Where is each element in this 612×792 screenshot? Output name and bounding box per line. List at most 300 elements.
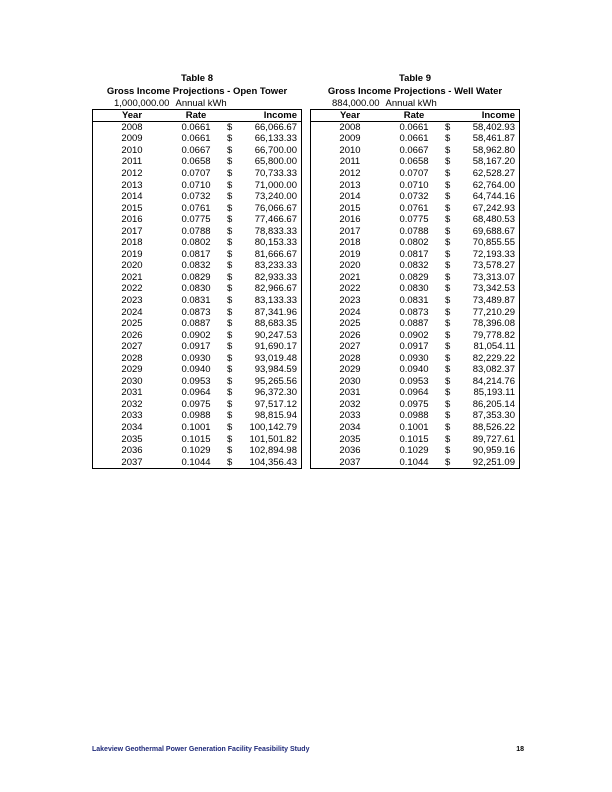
cell-income: 62,528.27 — [459, 168, 520, 180]
cell-year: 2024 — [311, 307, 390, 319]
cell-rate: 0.0761 — [399, 202, 429, 214]
annual-kwh-unit: Annual kWh — [175, 98, 227, 109]
cell-year: 2026 — [93, 330, 172, 342]
table-row — [311, 191, 520, 203]
cell-rate: 0.0832 — [399, 260, 429, 272]
cell-dollar-sign: $ — [445, 329, 451, 341]
table-row — [311, 145, 520, 157]
cell-rate: 0.0829 — [399, 271, 429, 283]
cell-income: 88,526.22 — [459, 422, 520, 434]
cell-year: 2021 — [311, 272, 390, 284]
footer-title: Lakeview Geothermal Power Generation Facility Feasibility Study — [92, 746, 310, 753]
annual-kwh-line — [92, 98, 302, 109]
table-row — [93, 180, 302, 192]
cell-income: 79,778.82 — [459, 330, 520, 342]
cell-year: 2022 — [311, 284, 390, 296]
cell-income: 77,466.67 — [241, 214, 302, 226]
cell-rate: 0.0707 — [181, 167, 211, 179]
table-row — [93, 272, 302, 284]
cell-rate: 0.0964 — [399, 387, 429, 399]
table-row — [93, 376, 302, 388]
table-row — [311, 284, 520, 296]
cell-rate: 0.0975 — [399, 398, 429, 410]
cell-year: 2019 — [311, 249, 390, 261]
cell-year: 2022 — [93, 284, 172, 296]
table-row — [93, 434, 302, 446]
table-row — [93, 237, 302, 249]
cell-year: 2015 — [311, 203, 390, 215]
cell-rate: 0.1044 — [389, 457, 439, 469]
cell-rate: 0.1029 — [181, 445, 211, 457]
cell-income: 87,341.96 — [241, 307, 302, 319]
cell-rate: 0.0831 — [181, 294, 211, 306]
table-row — [311, 422, 520, 434]
cell-dollar-sign: $ — [445, 387, 451, 399]
header-income: Income — [241, 110, 302, 122]
table-row — [93, 457, 302, 469]
cell-rate: 0.0917 — [181, 341, 211, 353]
header-dollar — [221, 110, 241, 122]
cell-income: 87,353.30 — [459, 411, 520, 423]
cell-year: 2027 — [93, 341, 172, 353]
cell-year: 2036 — [311, 445, 390, 457]
cell-year: 2023 — [93, 295, 172, 307]
table-row — [93, 399, 302, 411]
header-rate: Rate — [389, 110, 439, 122]
cell-dollar-sign: $ — [221, 457, 241, 469]
cell-dollar-sign: $ — [227, 445, 233, 457]
cell-dollar-sign: $ — [445, 318, 451, 330]
cell-dollar-sign: $ — [227, 202, 233, 214]
cell-dollar-sign: $ — [445, 121, 451, 133]
table-body — [93, 122, 302, 469]
cell-year: 2023 — [311, 295, 390, 307]
cell-dollar-sign: $ — [445, 260, 451, 272]
cell-rate: 0.1015 — [399, 433, 429, 445]
table-row — [311, 272, 520, 284]
cell-income: 73,578.27 — [459, 261, 520, 273]
cell-dollar-sign: $ — [445, 214, 451, 226]
table-row — [311, 445, 520, 457]
cell-year: 2029 — [93, 364, 172, 376]
cell-rate: 0.0832 — [181, 260, 211, 272]
cell-year: 2028 — [311, 353, 390, 365]
cell-rate: 0.0788 — [399, 225, 429, 237]
cell-year: 2021 — [93, 272, 172, 284]
cell-income: 58,461.87 — [459, 134, 520, 146]
cell-rate: 0.1044 — [171, 457, 221, 469]
cell-income: 67,242.93 — [459, 203, 520, 215]
cell-dollar-sign: $ — [227, 225, 233, 237]
table-number-label: Table 9 — [398, 73, 432, 84]
cell-dollar-sign: $ — [445, 144, 451, 156]
cell-rate: 0.0661 — [181, 121, 211, 133]
income-table — [92, 109, 302, 469]
cell-year: 2036 — [93, 445, 172, 457]
cell-dollar-sign: $ — [445, 237, 451, 249]
cell-year: 2030 — [93, 376, 172, 388]
cell-income: 66,133.33 — [241, 134, 302, 146]
cell-rate: 0.0988 — [181, 410, 211, 422]
cell-income: 98,815.94 — [241, 411, 302, 423]
table-row — [311, 157, 520, 169]
cell-rate: 0.0667 — [181, 144, 211, 156]
cell-year: 2017 — [311, 226, 390, 238]
table-row — [311, 214, 520, 226]
table-row — [93, 168, 302, 180]
cell-year: 2019 — [93, 249, 172, 261]
cell-income: 65,800.00 — [241, 157, 302, 169]
annual-kwh-unit: Annual kWh — [385, 98, 437, 109]
cell-income: 58,962.80 — [459, 145, 520, 157]
cell-year: 2013 — [93, 180, 172, 192]
cell-rate: 0.0917 — [399, 341, 429, 353]
annual-kwh-value: 884,000.00 — [332, 98, 380, 109]
cell-dollar-sign: $ — [445, 433, 451, 445]
cell-income: 86,205.14 — [459, 399, 520, 411]
cell-dollar-sign: $ — [227, 248, 233, 260]
table-row — [93, 203, 302, 215]
cell-dollar-sign: $ — [445, 341, 451, 353]
cell-income: 78,396.08 — [459, 318, 520, 330]
cell-rate: 0.0873 — [399, 306, 429, 318]
cell-income: 91,690.17 — [241, 341, 302, 353]
cell-income: 104,356.43 — [241, 457, 302, 469]
table-row — [311, 388, 520, 400]
cell-dollar-sign: $ — [445, 225, 451, 237]
cell-income: 81,666.67 — [241, 249, 302, 261]
cell-rate: 0.0902 — [181, 329, 211, 341]
cell-dollar-sign: $ — [227, 433, 233, 445]
cell-dollar-sign: $ — [227, 214, 233, 226]
cell-dollar-sign: $ — [227, 318, 233, 330]
cell-dollar-sign: $ — [445, 410, 451, 422]
cell-rate: 0.0817 — [181, 248, 211, 260]
cell-dollar-sign: $ — [439, 457, 459, 469]
cell-income: 101,501.82 — [241, 434, 302, 446]
table-row — [311, 434, 520, 446]
cell-rate: 0.0953 — [399, 375, 429, 387]
page-footer — [92, 746, 524, 753]
cell-rate: 0.0873 — [181, 306, 211, 318]
cell-year: 2015 — [93, 203, 172, 215]
cell-income: 58,402.93 — [459, 122, 520, 134]
cell-dollar-sign: $ — [445, 179, 451, 191]
cell-dollar-sign: $ — [227, 410, 233, 422]
cell-year: 2033 — [93, 411, 172, 423]
table-row — [311, 457, 520, 469]
cell-dollar-sign: $ — [227, 387, 233, 399]
cell-income: 82,966.67 — [241, 284, 302, 296]
cell-rate: 0.0710 — [181, 179, 211, 191]
table-row — [93, 388, 302, 400]
cell-rate: 0.0887 — [181, 318, 211, 330]
cell-income: 90,247.53 — [241, 330, 302, 342]
table-row — [93, 330, 302, 342]
cell-rate: 0.0667 — [399, 144, 429, 156]
cell-income: 70,733.33 — [241, 168, 302, 180]
cell-income: 97,517.12 — [241, 399, 302, 411]
cell-year: 2016 — [311, 214, 390, 226]
table-row — [311, 376, 520, 388]
cell-dollar-sign: $ — [445, 202, 451, 214]
cell-income: 82,933.33 — [241, 272, 302, 284]
cell-year: 2024 — [93, 307, 172, 319]
cell-year: 2008 — [93, 122, 172, 134]
cell-rate: 0.0802 — [181, 237, 211, 249]
table-row — [311, 295, 520, 307]
cell-rate: 0.0964 — [181, 387, 211, 399]
cell-year: 2032 — [93, 399, 172, 411]
cell-income: 76,066.67 — [241, 203, 302, 215]
cell-year: 2033 — [311, 411, 390, 423]
cell-year: 2010 — [93, 145, 172, 157]
cell-income: 73,342.53 — [459, 284, 520, 296]
table-row — [311, 341, 520, 353]
cell-rate: 0.0940 — [399, 364, 429, 376]
table-row — [93, 261, 302, 273]
table-8-block — [92, 72, 302, 469]
cell-dollar-sign: $ — [445, 133, 451, 145]
cell-dollar-sign: $ — [227, 191, 233, 203]
cell-rate: 0.0788 — [181, 225, 211, 237]
cell-rate: 0.0761 — [181, 202, 211, 214]
cell-rate: 0.0661 — [399, 121, 429, 133]
cell-income: 68,480.53 — [459, 214, 520, 226]
cell-dollar-sign: $ — [445, 294, 451, 306]
cell-year: 2028 — [93, 353, 172, 365]
cell-income: 83,133.33 — [241, 295, 302, 307]
cell-income: 73,313.07 — [459, 272, 520, 284]
cell-rate: 0.1029 — [399, 445, 429, 457]
table-row — [93, 145, 302, 157]
cell-dollar-sign: $ — [227, 167, 233, 179]
cell-rate: 0.0830 — [399, 283, 429, 295]
cell-dollar-sign: $ — [445, 445, 451, 457]
table-row — [311, 411, 520, 423]
cell-rate: 0.0940 — [181, 364, 211, 376]
cell-dollar-sign: $ — [227, 341, 233, 353]
cell-dollar-sign: $ — [227, 144, 233, 156]
header-income: Income — [459, 110, 520, 122]
cell-rate: 0.1015 — [181, 433, 211, 445]
cell-rate: 0.0975 — [181, 398, 211, 410]
cell-income: 88,683.35 — [241, 318, 302, 330]
cell-income: 66,700.00 — [241, 145, 302, 157]
table-9-block — [310, 72, 520, 469]
cell-year: 2031 — [93, 388, 172, 400]
table-row — [93, 191, 302, 203]
cell-income: 73,489.87 — [459, 295, 520, 307]
cell-year: 2031 — [311, 388, 390, 400]
cell-rate: 0.0710 — [399, 179, 429, 191]
cell-dollar-sign: $ — [445, 421, 451, 433]
table-row — [93, 157, 302, 169]
table-row — [311, 261, 520, 273]
cell-year: 2009 — [93, 134, 172, 146]
cell-income: 77,210.29 — [459, 307, 520, 319]
cell-dollar-sign: $ — [445, 375, 451, 387]
table-row — [311, 180, 520, 192]
cell-year: 2035 — [311, 434, 390, 446]
table-row — [311, 168, 520, 180]
cell-rate: 0.0775 — [399, 214, 429, 226]
cell-year: 2016 — [93, 214, 172, 226]
table-row — [93, 226, 302, 238]
cell-dollar-sign: $ — [227, 237, 233, 249]
cell-rate: 0.0707 — [399, 167, 429, 179]
cell-income: 81,054.11 — [459, 341, 520, 353]
table-row — [93, 284, 302, 296]
cell-dollar-sign: $ — [227, 421, 233, 433]
cell-dollar-sign: $ — [445, 167, 451, 179]
table-row — [93, 307, 302, 319]
cell-dollar-sign: $ — [445, 352, 451, 364]
header-year: Year — [93, 110, 172, 122]
cell-income: 58,167.20 — [459, 157, 520, 169]
table-row — [93, 122, 302, 134]
cell-income: 96,372.30 — [241, 388, 302, 400]
cell-income: 83,082.37 — [459, 364, 520, 376]
cell-income: 71,000.00 — [241, 180, 302, 192]
cell-dollar-sign: $ — [227, 283, 233, 295]
table-row — [93, 134, 302, 146]
table-row — [93, 318, 302, 330]
header-year: Year — [311, 110, 390, 122]
table-row — [93, 249, 302, 261]
cell-rate: 0.0887 — [399, 318, 429, 330]
cell-dollar-sign: $ — [227, 329, 233, 341]
table-row — [311, 307, 520, 319]
cell-rate: 0.0830 — [181, 283, 211, 295]
cell-dollar-sign: $ — [227, 260, 233, 272]
cell-year: 2011 — [93, 157, 172, 169]
cell-income: 85,193.11 — [459, 388, 520, 400]
cell-dollar-sign: $ — [227, 179, 233, 191]
table-row — [311, 226, 520, 238]
table-body — [311, 122, 520, 469]
cell-income: 100,142.79 — [241, 422, 302, 434]
cell-income: 89,727.61 — [459, 434, 520, 446]
cell-income: 62,764.00 — [459, 180, 520, 192]
cell-dollar-sign: $ — [227, 294, 233, 306]
cell-dollar-sign: $ — [227, 133, 233, 145]
annual-kwh-value: 1,000,000.00 — [114, 98, 170, 109]
cell-income: 73,240.00 — [241, 191, 302, 203]
cell-income: 95,265.56 — [241, 376, 302, 388]
cell-dollar-sign: $ — [445, 248, 451, 260]
cell-dollar-sign: $ — [227, 398, 233, 410]
cell-year: 2018 — [93, 237, 172, 249]
cell-year: 2014 — [311, 191, 390, 203]
table-row — [311, 353, 520, 365]
table-row — [93, 353, 302, 365]
cell-dollar-sign: $ — [445, 398, 451, 410]
table-row — [311, 364, 520, 376]
cell-rate: 0.0732 — [181, 191, 211, 203]
cell-year: 2029 — [311, 364, 390, 376]
table-row — [311, 203, 520, 215]
cell-rate: 0.1001 — [399, 421, 429, 433]
cell-rate: 0.0732 — [399, 191, 429, 203]
table-row — [311, 134, 520, 146]
table-row — [93, 422, 302, 434]
cell-income: 83,233.33 — [241, 261, 302, 273]
cell-year: 2012 — [93, 168, 172, 180]
cell-year: 2014 — [93, 191, 172, 203]
cell-rate: 0.0775 — [181, 214, 211, 226]
cell-year: 2030 — [311, 376, 390, 388]
cell-dollar-sign: $ — [227, 352, 233, 364]
cell-year: 2011 — [311, 157, 390, 169]
cell-rate: 0.0953 — [181, 375, 211, 387]
cell-year: 2025 — [311, 318, 390, 330]
cell-rate: 0.0930 — [399, 352, 429, 364]
cell-year: 2037 — [93, 457, 172, 469]
cell-rate: 0.0817 — [399, 248, 429, 260]
cell-income: 84,214.76 — [459, 376, 520, 388]
cell-year: 2027 — [311, 341, 390, 353]
cell-income: 64,744.16 — [459, 191, 520, 203]
cell-year: 2034 — [311, 422, 390, 434]
cell-rate: 0.0661 — [399, 133, 429, 145]
cell-year: 2034 — [93, 422, 172, 434]
table-row — [93, 214, 302, 226]
cell-year: 2013 — [311, 180, 390, 192]
cell-income: 78,833.33 — [241, 226, 302, 238]
cell-dollar-sign: $ — [445, 306, 451, 318]
table-row — [311, 318, 520, 330]
cell-income: 82,229.22 — [459, 353, 520, 365]
table-row — [311, 249, 520, 261]
cell-year: 2020 — [311, 261, 390, 273]
table-title: Gross Income Projections - Well Water — [327, 86, 503, 97]
cell-year: 2026 — [311, 330, 390, 342]
cell-income: 69,688.67 — [459, 226, 520, 238]
cell-year: 2035 — [93, 434, 172, 446]
cell-rate: 0.0988 — [399, 410, 429, 422]
cell-rate: 0.0658 — [399, 156, 429, 168]
cell-year: 2037 — [311, 457, 390, 469]
cell-year: 2010 — [311, 145, 390, 157]
table-row — [311, 399, 520, 411]
table-title: Gross Income Projections - Open Tower — [106, 86, 288, 97]
cell-dollar-sign: $ — [445, 283, 451, 295]
cell-income: 90,959.16 — [459, 445, 520, 457]
cell-year: 2012 — [311, 168, 390, 180]
cell-income: 93,019.48 — [241, 353, 302, 365]
cell-dollar-sign: $ — [227, 121, 233, 133]
table-row — [311, 122, 520, 134]
table-row — [311, 330, 520, 342]
cell-rate: 0.0658 — [181, 156, 211, 168]
cell-dollar-sign: $ — [227, 306, 233, 318]
cell-rate: 0.0829 — [181, 271, 211, 283]
header-dollar — [439, 110, 459, 122]
cell-rate: 0.1001 — [181, 421, 211, 433]
cell-dollar-sign: $ — [227, 364, 233, 376]
cell-rate: 0.0831 — [399, 294, 429, 306]
cell-dollar-sign: $ — [445, 364, 451, 376]
cell-year: 2008 — [311, 122, 390, 134]
cell-dollar-sign: $ — [445, 271, 451, 283]
header-rate: Rate — [171, 110, 221, 122]
cell-rate: 0.0802 — [399, 237, 429, 249]
table-number-label: Table 8 — [180, 73, 214, 84]
cell-income: 66,066.67 — [241, 122, 302, 134]
cell-year: 2017 — [93, 226, 172, 238]
table-header-row — [93, 110, 302, 122]
